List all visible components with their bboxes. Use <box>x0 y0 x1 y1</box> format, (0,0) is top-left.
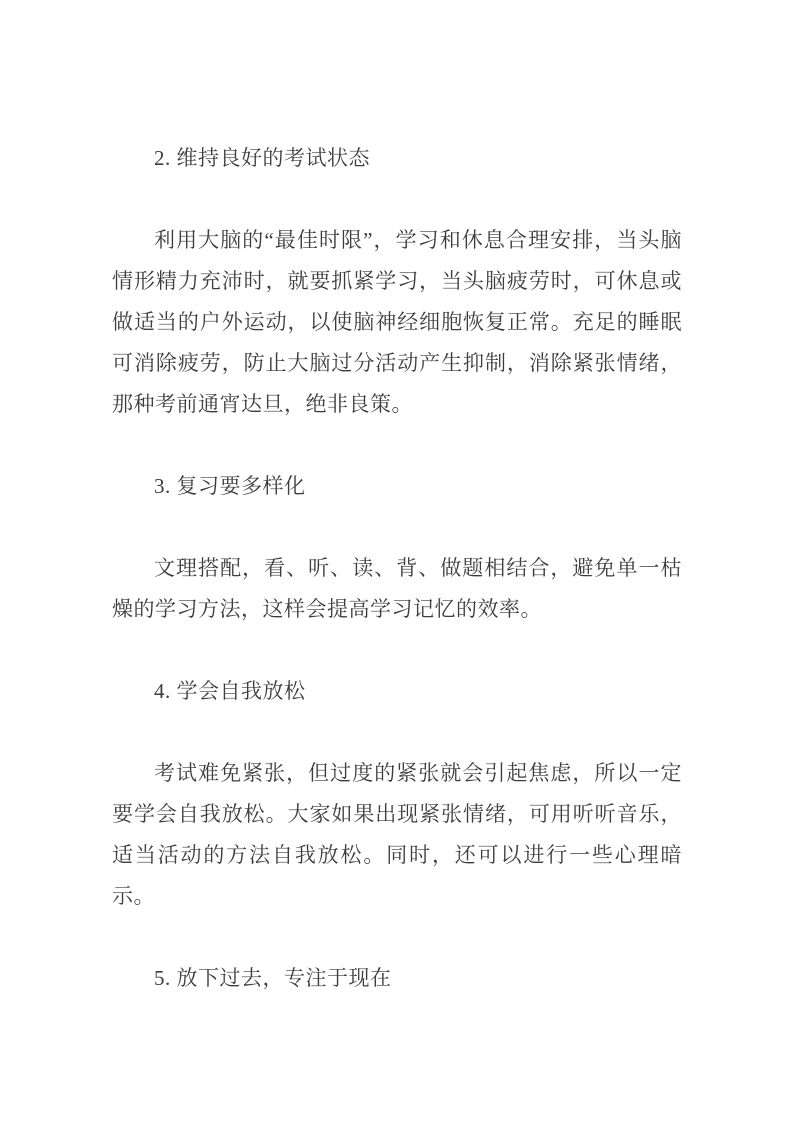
section-heading-5: 5. 放下过去，专注于现在 <box>154 966 392 990</box>
section-2-paragraph: 利用大脑的“最佳时限”，学习和休息合理安排，当头脑情形精力充沛时，就要抓紧学习，当头脑疲劳时，可休息或做适当的户外运动，以使脑神经细胞恢复正常。充足的睡眠可消除疲劳，防止大脑过分活动产生抑制，消除紧张情绪，那种考前通宵达旦，绝非良策。 <box>112 228 682 416</box>
section-heading-3: 3. 复习要多样化 <box>154 474 306 498</box>
section-heading-4: 4. 学会自我放松 <box>154 679 306 703</box>
section-heading-2: 2. 维持良好的考试状态 <box>154 146 370 170</box>
section-3-paragraph: 文理搭配，看、听、读、背、做题相结合，避免单一枯燥的学习方法，这样会提高学习记忆的效率。 <box>112 556 682 621</box>
section-4-paragraph: 考试难免紧张，但过度的紧张就会引起焦虑，所以一定要学会自我放松。大家如果出现紧张情绪，可用听听音乐，适当活动的方法自我放松。同时，还可以进行一些心理暗示。 <box>112 761 682 908</box>
